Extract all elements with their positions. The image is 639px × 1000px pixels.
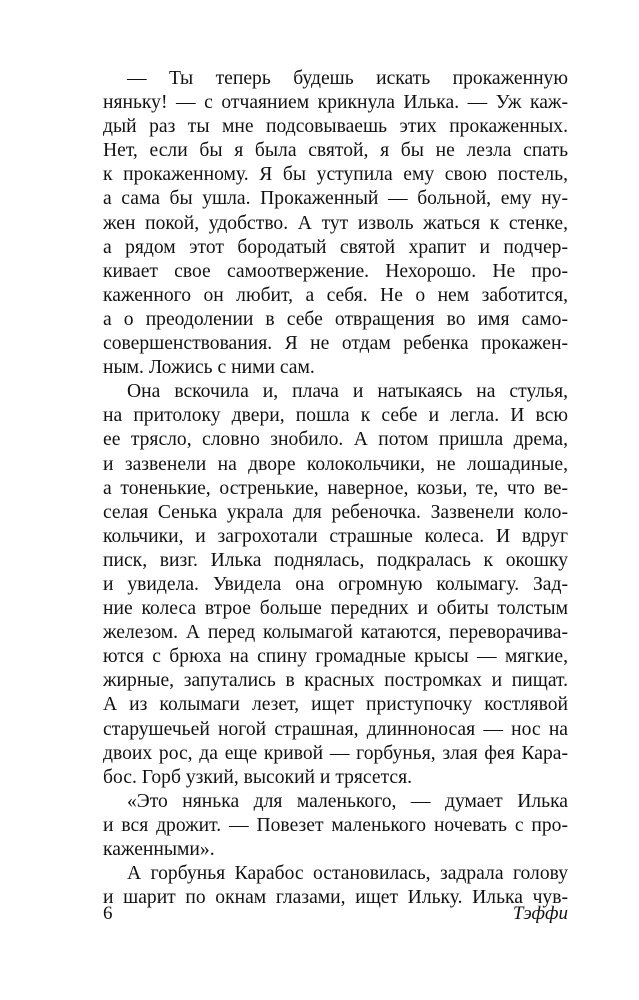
text-line: к прокаженному. Я бы уступила ему свою постель, xyxy=(103,164,568,186)
text-line: Она вскочила и, плача и натыкаясь на стулья, xyxy=(127,381,568,403)
text-line: жен покой, удобство. А тут изволь жаться к стенке, xyxy=(103,212,568,234)
text-line: а сама бы ушла. Прокаженный — больной, ему ну- xyxy=(103,188,568,210)
page-number: 6 xyxy=(103,903,113,924)
text-line: А из колымаги лезет, ищет приступочку костлявой xyxy=(103,694,568,716)
text-line: на притолоку двери, пошла к себе и легла. И всю xyxy=(103,405,568,427)
text-line: селая Сенька украла для ребеночка. Зазвенели коло- xyxy=(103,501,568,523)
running-author: Тэффи xyxy=(512,903,568,924)
text-line: и шарит по окнам глазами, ищет Ильку. Илька чув- xyxy=(103,887,568,909)
text-line: двоих рос, да еще кривой — горбунья, злая фея Кара- xyxy=(103,742,568,764)
text-line: писк, визг. Илька поднялась, подкралась к окошку xyxy=(103,549,568,571)
body-text xyxy=(103,67,568,910)
text-line: бос. Горб узкий, высокий и трясется. xyxy=(103,766,412,788)
text-line: и вся дрожит. — Повезет маленького ночевать с про- xyxy=(103,814,568,836)
text-line: няньку! — с отчаянием крикнула Илька. — Уж каж- xyxy=(103,92,568,114)
text-line: «Это нянька для маленького, — думает Илька xyxy=(127,790,568,812)
page-footer xyxy=(103,903,568,929)
text-line: железом. А перед колымагой катаются, переворачива- xyxy=(103,622,568,644)
text-line: — Ты теперь будешь искать прокаженную xyxy=(127,68,568,89)
text-line: жирные, запутались в красных постромках и пищат. xyxy=(103,670,568,692)
text-line: кольчики, и загрохотали страшные колеса. И вдруг xyxy=(103,525,568,547)
text-line: Нет, если бы я была святой, я бы не лезла спать xyxy=(103,140,568,162)
text-line: а тоненькие, остренькие, наверное, козьи, те, что ве- xyxy=(103,477,568,499)
text-line: старушечьей ногой страшная, длинноносая — нос на xyxy=(103,718,568,740)
text-line: а рядом этот бородатый святой храпит и подчер- xyxy=(103,236,568,258)
text-line: дый раз ты мне подсовываешь этих прокаженных. xyxy=(103,116,568,138)
text-line: а о преодолении в себе отвращения во имя само- xyxy=(103,308,568,330)
text-line: каженного он любит, а себя. Не о нем заботится, xyxy=(103,284,568,306)
text-line: совершенствования. Я не отдам ребенка прокажен- xyxy=(103,333,568,355)
text-line: каженными». xyxy=(103,839,215,860)
text-line: кивает свое самоотвержение. Нехорошо. Не про- xyxy=(103,260,568,282)
text-line: ее трясло, словно знобило. А потом пришла дрема, xyxy=(103,429,568,451)
text-line: и увидела. Увидела она огромную колымагу. Зад- xyxy=(103,573,568,595)
text-line: ние колеса втрое больше передних и обиты толстым xyxy=(103,598,568,620)
text-line: А горбунья Карабос остановилась, задрала голову xyxy=(127,863,568,885)
text-line: и зазвенели на дворе колокольчики, не лошадиные, xyxy=(103,453,568,475)
text-line: ным. Ложись с ними сам. xyxy=(103,357,315,379)
text-line: ются с брюха на спину громадные крысы — мягкие, xyxy=(103,646,568,668)
